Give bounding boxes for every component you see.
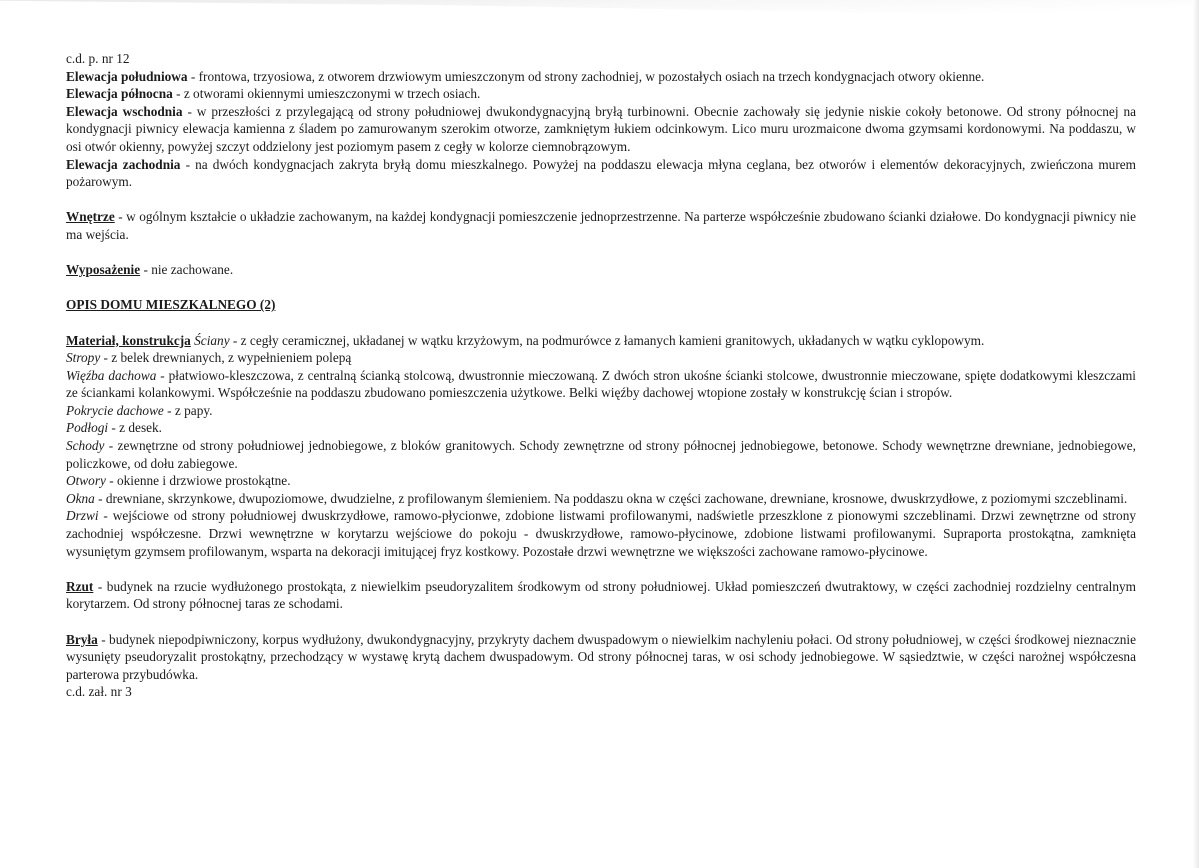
windows-label: Okna [66,490,95,506]
north-elevation-text: - z otworami okiennymi umieszczonymi w trzech osiach. [172,86,481,102]
walls-paragraph [66,332,1136,350]
plan-label: Rzut [66,578,94,594]
equipment-paragraph [66,261,1136,279]
roofing-paragraph [66,402,1136,420]
roofing-label: Pokrycie dachowe [66,402,164,418]
spacer [66,191,1136,209]
equipment-text: - nie zachowane. [140,262,234,278]
page-reference-bottom: c.d. zał. nr 3 [66,684,132,700]
south-elevation-label: Elewacja południowa [66,68,188,84]
north-elevation-label: Elewacja północna [66,86,173,102]
west-elevation-label: Elewacja zachodnia [66,156,181,172]
stairs-text: - zewnętrzne od strony południowej jednobiegowe, z bloków granitowych. Schody zewnętrzne od strony północnej jednobiegowe, betonowe. Schody wewnętrzne drewniane, jednobiegowe, policzkowe, od dołu zabiegowe. [66,438,1136,471]
doors-label: Drzwi [66,508,99,524]
plan-text: - budynek na rzucie wydłużonego prostokąta, z niewielkim pseudoryzalitem środkowym od strony południowej. Układ pomieszczeń dwutraktowy, w części zachodniej rozdzielny centralnym korytarzem. Od strony północnej taras ze schodami. [66,578,1136,612]
west-elevation-text: - na dwóch kondygnacjach zakryta bryłą domu mieszkalnego. Powyżej na poddaszu elewacja młyna ceglana, bez otworów i elementów dekoracyjnych, zwieńczona murem pożarowym. [66,156,1137,190]
stairs-label: Schody [66,438,105,454]
ceilings-label: Stropy [66,350,101,366]
scan-shadow-right [1193,0,1199,868]
spacer [66,279,1136,297]
stairs-paragraph [66,437,1136,472]
north-elevation-paragraph [66,85,1136,103]
spacer [66,314,1136,332]
interior-label: Wnętrze [66,209,115,225]
material-construction-label: Materiał, konstrukcja [66,332,191,348]
doors-paragraph [66,507,1136,560]
walls-text: - z cegły ceramicznej, układanej w wątku krzyżowym, na podmurówce z łamanych kamieni granitowych, układanych w wątku cyklopowym. [229,332,985,348]
plan-paragraph [66,578,1136,613]
east-elevation-text: - w przeszłości z przylegającą od strony południowej dwukondygnacyjną bryłą turbinowni. Obecnie zachowały się jedynie niskie cokoły betonowe. Od strony północnej na kondygnacji piwnicy elewacja kamienna z śladem po zamurowanym szerokim otworze, zamkniętym łukiem odcinkowym. Lico muru urozmaicone dwoma gzymsami kordonowymi. Na poddaszu, w osi otwór okienny, powyżej szczyt oddzielony jest poziomym pasem z cegły w kolorze ciemnobrązowym. [66,103,1137,154]
page-reference-top: c.d. p. nr 12 [66,51,130,66]
doors-text: - wejściowe od strony południowej dwuskrzydłowe, ramowo-płycionwe, zdobione listwami profilowanymi, nadświetle przeszklone z pionowymi szczeblinami. Drzwi zewnętrzne od strony zachodniej współczesne. Drzwi wewnętrzne w korytarzu wejściowe do pokoju - dwuskrzydłowe, ramowo-płycinowe, zdobione listwami profilowanymi. Supraporta prostokątna, zamknięta wysuniętym gzymsem profilowanym, wsparta na dekoracji imitującej fryz kostkowy. Pozostałe drzwi wewnętrzne we większości zachowane ramowo-płycinowe. [66,508,1136,559]
floors-text: - z desek. [108,420,163,436]
interior-text: - w ogólnym kształcie o układzie zachowanym, na każdej kondygnacji pomieszczenie jednoprzestrzenne. Na parterze współcześnie zbudowano ścianki działowe. Do kondygnacji piwnicy nie ma wejścia. [66,209,1136,242]
west-elevation-paragraph [66,156,1136,191]
roof-truss-text: - płatwiowo-kleszczowa, z centralną ścianką stolcową, dwustronnie mieczowaną. Z dwóch stron ukośne ścianki stolcowe, dwustronnie mieczowane, spięte dodatkowymi kleszczami ze ściankami kolankowymi. Współcześnie na poddaszu zbudowano pomieszczenia użytkowe. Belki więźby dachowej wtopione zostały w konstrukcję ścian i stropów. [66,367,1136,401]
roof-truss-paragraph [66,367,1136,402]
floors-label: Podłogi [66,420,109,436]
scan-shadow-top [0,0,1199,40]
openings-label: Otwory [66,473,106,489]
windows-text: - drewniane, skrzynkowe, dwupoziomowe, dwudzielne, z profilowanym ślemieniem. Na poddaszu okna w części zachowane, drewniane, krosnowe, dwuskrzydłowe, z poziomymi szczeblinami. [94,490,1128,506]
east-elevation-label: Elewacja wschodnia [66,103,183,119]
roofing-text: - z papy. [163,402,213,418]
interior-paragraph [66,208,1136,243]
openings-text: - okienne i drzwiowe prostokątne. [105,473,291,489]
openings-paragraph [66,472,1136,490]
south-elevation-paragraph [66,68,1136,86]
spacer [66,613,1136,631]
east-elevation-paragraph [66,103,1136,156]
spacer [66,244,1136,262]
walls-label: Ściany [194,332,230,348]
roof-truss-label: Więźba dachowa [66,367,157,383]
windows-paragraph [66,490,1136,508]
ceilings-paragraph [66,349,1136,367]
document-page [66,50,1136,701]
spacer [66,560,1136,578]
ceilings-text: - z belek drewnianych, z wypełnieniem polepą [100,350,352,366]
south-elevation-text: - frontowa, trzyosiowa, z otworem drzwiowym umieszczonym od strony zachodniej, w pozostałych osiach na trzech kondygnacjach otwory okienne. [187,68,985,84]
section-heading: OPIS DOMU MIESZKALNEGO (2) [66,297,276,313]
massing-paragraph [66,631,1136,684]
massing-text: - budynek niepodpiwniczony, korpus wydłużony, dwukondygnacyjny, przykryty dachem dwuspadowym o niewielkim nachyleniu połaci. Od strony południowej, w części środkowej nieznacznie wysunięty pseudoryzalit prostokątny, przechodzący w wystawę krytą dachem dwuspadowym. Od strony północnej taras, w osi schody jednobiegowe. W sąsiedztwie, w części narożnej współczesna parterowa przybudówka. [66,631,1136,682]
floors-paragraph [66,419,1136,437]
massing-label: Bryła [66,631,98,647]
equipment-label: Wyposażenie [66,262,141,278]
